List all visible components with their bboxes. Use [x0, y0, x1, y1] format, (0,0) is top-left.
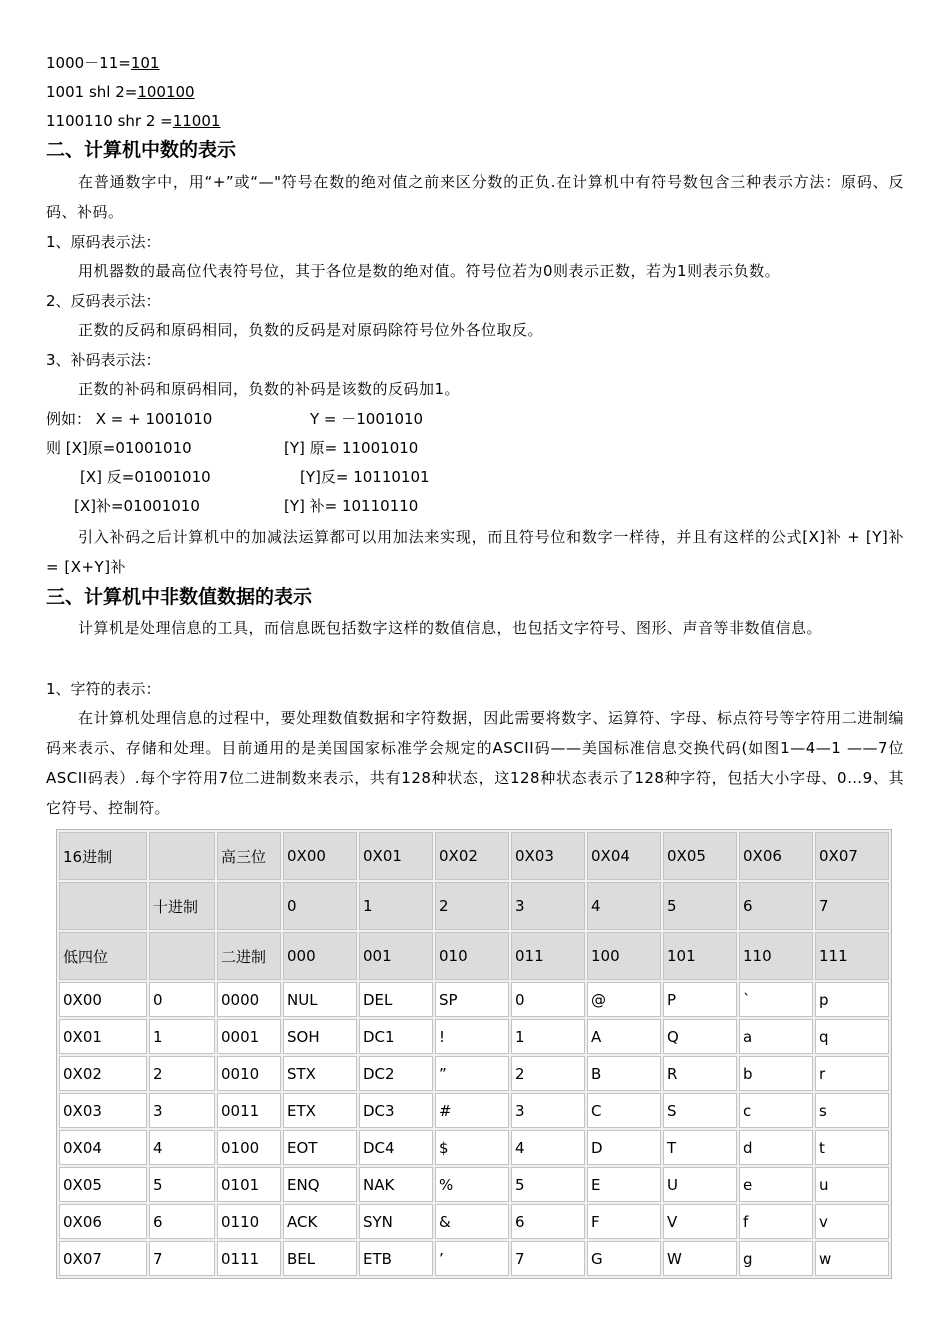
buma-y: [Y] 补= 10110110 [284, 497, 419, 515]
table-header-cell: 000 [283, 932, 357, 980]
calc-line-3 [46, 111, 273, 131]
table-header-cell: 101 [663, 932, 737, 980]
table-cell: 0010 [217, 1056, 281, 1091]
table-cell: 0X06 [59, 1204, 147, 1239]
calc-expr: 1001 shl 2= [46, 83, 138, 101]
table-cell: f [739, 1204, 813, 1239]
table-cell: 0X05 [59, 1167, 147, 1202]
table-cell: STX [283, 1056, 357, 1091]
table-cell: 0 [149, 982, 215, 1017]
table-cell: DC3 [359, 1093, 433, 1128]
table-cell: B [587, 1056, 661, 1091]
table-header-cell: 110 [739, 932, 813, 980]
table-cell: s [815, 1093, 889, 1128]
table-header-cell [217, 882, 281, 930]
table-cell: & [435, 1204, 509, 1239]
buma-line [74, 496, 418, 516]
table-row [59, 1241, 889, 1276]
table-cell: 0X07 [59, 1241, 147, 1276]
table-cell: c [739, 1093, 813, 1128]
table-cell: T [663, 1130, 737, 1165]
table-header-cell: 16进制 [59, 832, 147, 880]
table-header-cell: 1 [359, 882, 433, 930]
table-cell: P [663, 982, 737, 1017]
table-cell: U [663, 1167, 737, 1202]
yuanma-line [46, 438, 418, 458]
table-cell: NUL [283, 982, 357, 1017]
table-header-cell: 0X04 [587, 832, 661, 880]
table-header-cell: 二进制 [217, 932, 281, 980]
table-header-cell: 111 [815, 932, 889, 980]
table-cell: 6 [511, 1204, 585, 1239]
table-header-cell: 0X02 [435, 832, 509, 880]
table-header-cell [149, 932, 215, 980]
table-cell: d [739, 1130, 813, 1165]
table-cell: SYN [359, 1204, 433, 1239]
table-header-cell [149, 832, 215, 880]
table-cell: 2 [511, 1056, 585, 1091]
table-header-cell: 100 [587, 932, 661, 980]
section-2-3-title: 3、补码表示法： [46, 351, 161, 369]
table-cell: @ [587, 982, 661, 1017]
table-cell: BEL [283, 1241, 357, 1276]
table-header-cell: 0X03 [511, 832, 585, 880]
section-2-1-title: 1、原码表示法： [46, 233, 161, 251]
table-cell: g [739, 1241, 813, 1276]
table-cell: EOT [283, 1130, 357, 1165]
table-cell: 0001 [217, 1019, 281, 1054]
table-header-row [59, 932, 889, 980]
table-header-cell [59, 882, 147, 930]
section-2-intro: 在普通数字中，用“+”或“—"符号在数的绝对值之前来区分数的正负.在计算机中有符号数包含三种表示方法：原码、反码、补码。 [46, 173, 904, 221]
section-3-intro: 计算机是处理信息的工具，而信息既包括数字这样的数值信息，也包括文字符号、图形、声音等非数值信息。 [78, 619, 823, 637]
table-row [59, 1204, 889, 1239]
table-header-row [59, 882, 889, 930]
table-header-cell: 0X07 [815, 832, 889, 880]
table-cell: W [663, 1241, 737, 1276]
ascii-code-table [56, 829, 892, 1279]
table-header-cell: 0 [283, 882, 357, 930]
table-cell: E [587, 1167, 661, 1202]
buma-x: [X]补=01001010 [74, 497, 200, 515]
table-cell: DC1 [359, 1019, 433, 1054]
table-cell: 0X02 [59, 1056, 147, 1091]
calc-answer: 100100 [137, 83, 195, 101]
calc-expr: 1100110 shr 2 = [46, 112, 173, 130]
table-cell: DC2 [359, 1056, 433, 1091]
yuanma-y: [Y] 原= 11001010 [284, 439, 419, 457]
example-x: 例如： X = + 1001010 [46, 410, 213, 428]
table-header-cell: 低四位 [59, 932, 147, 980]
table-cell: # [435, 1093, 509, 1128]
table-cell: ETB [359, 1241, 433, 1276]
table-header-cell: 001 [359, 932, 433, 980]
table-header-cell: 高三位 [217, 832, 281, 880]
table-row [59, 1130, 889, 1165]
table-cell: w [815, 1241, 889, 1276]
table-cell: % [435, 1167, 509, 1202]
table-header-cell: 7 [815, 882, 889, 930]
table-header-cell: 011 [511, 932, 585, 980]
yuanma-x: 则 [X]原=01001010 [46, 439, 192, 457]
table-cell: G [587, 1241, 661, 1276]
table-cell: ! [435, 1019, 509, 1054]
table-cell: 5 [149, 1167, 215, 1202]
table-header-cell: 3 [511, 882, 585, 930]
table-header-cell: 0X05 [663, 832, 737, 880]
table-row [59, 982, 889, 1017]
table-cell: 1 [511, 1019, 585, 1054]
table-cell: 1 [149, 1019, 215, 1054]
section-2-heading: 二、计算机中数的表示 [46, 139, 237, 161]
table-cell: D [587, 1130, 661, 1165]
table-cell: 0X01 [59, 1019, 147, 1054]
table-cell: 0011 [217, 1093, 281, 1128]
table-cell: 7 [149, 1241, 215, 1276]
table-header-cell: 0X06 [739, 832, 813, 880]
table-cell: ENQ [283, 1167, 357, 1202]
table-cell: e [739, 1167, 813, 1202]
table-cell: NAK [359, 1167, 433, 1202]
table-cell: ETX [283, 1093, 357, 1128]
table-cell: 4 [511, 1130, 585, 1165]
table-cell: u [815, 1167, 889, 1202]
table-header-cell: 2 [435, 882, 509, 930]
table-cell: ” [435, 1056, 509, 1091]
calc-line-2 [46, 82, 239, 102]
table-cell: V [663, 1204, 737, 1239]
fanma-line [80, 467, 430, 487]
table-cell: 0100 [217, 1130, 281, 1165]
calc-answer: 101 [130, 54, 160, 72]
table-header-cell: 0X00 [283, 832, 357, 880]
table-cell: a [739, 1019, 813, 1054]
fanma-y: [Y]反= 10110101 [300, 468, 430, 486]
calc-expr: 1000－11= [46, 54, 131, 72]
table-header-cell: 十进制 [149, 882, 215, 930]
table-header-cell: 5 [663, 882, 737, 930]
table-header-row [59, 832, 889, 880]
table-row [59, 1093, 889, 1128]
table-cell: DC4 [359, 1130, 433, 1165]
table-cell: ’ [435, 1241, 509, 1276]
table-cell: v [815, 1204, 889, 1239]
table-cell: SP [435, 982, 509, 1017]
table-header-cell: 0X01 [359, 832, 433, 880]
table-cell: 0110 [217, 1204, 281, 1239]
section-2-closing: 引入补码之后计算机中的加减法运算都可以用加法来实现，而且符号位和数字一样待，并且有这样的公式[X]补 + [Y]补 = [X+Y]补 [46, 528, 904, 576]
fanma-x: [X] 反=01001010 [80, 468, 211, 486]
table-cell: SOH [283, 1019, 357, 1054]
table-cell: 4 [149, 1130, 215, 1165]
table-cell: t [815, 1130, 889, 1165]
table-row [59, 1019, 889, 1054]
section-2-2-body: 正数的反码和原码相同，负数的反码是对原码除符号位外各位取反。 [78, 321, 544, 339]
table-cell: R [663, 1056, 737, 1091]
table-cell: 3 [511, 1093, 585, 1128]
example-line [46, 409, 423, 429]
table-cell: 7 [511, 1241, 585, 1276]
calc-answer: 11001 [172, 112, 221, 130]
section-3-1-title: 1、字符的表示： [46, 680, 161, 698]
table-cell: ACK [283, 1204, 357, 1239]
table-header-cell: 4 [587, 882, 661, 930]
example-y: Y = －1001010 [310, 410, 424, 428]
table-cell: 0X04 [59, 1130, 147, 1165]
table-row [59, 1167, 889, 1202]
table-cell: DEL [359, 982, 433, 1017]
table-cell: 0 [511, 982, 585, 1017]
table-cell: $ [435, 1130, 509, 1165]
table-cell: 0111 [217, 1241, 281, 1276]
table-header-cell: 010 [435, 932, 509, 980]
table-header-cell: 6 [739, 882, 813, 930]
table-cell: F [587, 1204, 661, 1239]
table-cell: b [739, 1056, 813, 1091]
table-cell: 2 [149, 1056, 215, 1091]
table-cell: C [587, 1093, 661, 1128]
table-cell: 0X03 [59, 1093, 147, 1128]
table-cell: 0X00 [59, 982, 147, 1017]
table-cell: 0101 [217, 1167, 281, 1202]
table-cell: r [815, 1056, 889, 1091]
table-cell: q [815, 1019, 889, 1054]
table-cell: p [815, 982, 889, 1017]
section-2-2-title: 2、反码表示法： [46, 292, 161, 310]
calc-line-1 [46, 53, 213, 73]
section-3-1-body: 在计算机处理信息的过程中，要处理数值数据和字符数据，因此需要将数字、运算符、字母、标点符号等字符用二进制编码来表示、存储和处理。目前通用的是美国国家标准学会规定的ASCII码——美国标准信息交换代码(如图1—4—1 ——7位ASCII码表）.每个字符用7位二进制数来表示，共有128种状态，这128种状态表示了128种字符，包括大小字母、0…9、其它符号、控制符。 [46, 709, 904, 817]
section-3-heading: 三、计算机中非数值数据的表示 [46, 586, 313, 608]
section-2-1-body: 用机器数的最高位代表符号位，其于各位是数的绝对值。符号位若为0则表示正数，若为1则表示负数。 [78, 262, 781, 280]
table-row [59, 1056, 889, 1091]
table-cell: S [663, 1093, 737, 1128]
table-cell: 3 [149, 1093, 215, 1128]
section-2-3-body: 正数的补码和原码相同，负数的补码是该数的反码加1。 [78, 380, 461, 398]
table-cell: 5 [511, 1167, 585, 1202]
table-cell: 6 [149, 1204, 215, 1239]
table-cell: A [587, 1019, 661, 1054]
table-cell: Q [663, 1019, 737, 1054]
table-cell: ` [739, 982, 813, 1017]
table-cell: 0000 [217, 982, 281, 1017]
